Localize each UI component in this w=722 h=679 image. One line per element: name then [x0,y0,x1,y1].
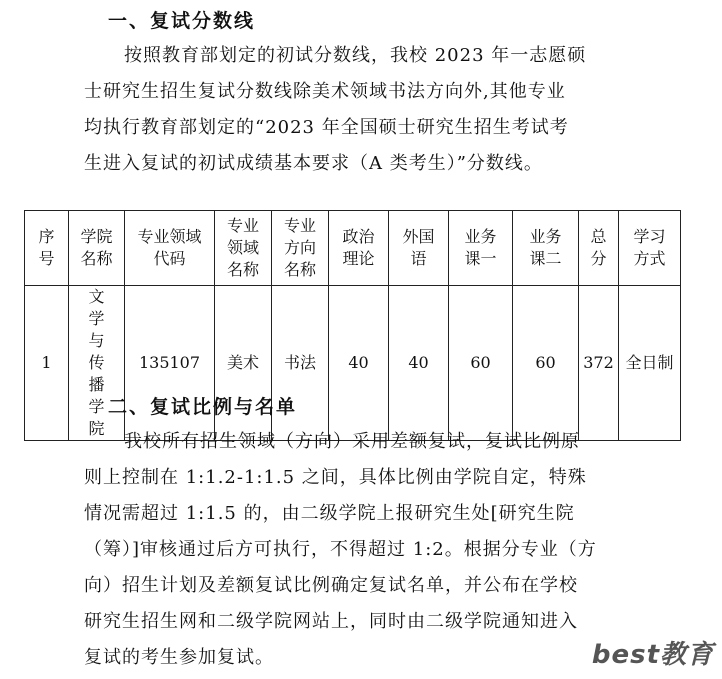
cell-seq: 1 [25,286,69,441]
paragraph-line: 我校所有招生领域（方向）采用差额复试，复试比例原 [124,431,580,452]
header-politics: 政治理论 [329,211,389,286]
header-direction-name: 专业方向名称 [272,211,329,286]
paragraph-line: 则上控制在 1:1.2-1:1.5 之间，具体比例由学院自定，特殊 [84,467,587,488]
cell-field-code: 135107 [125,286,215,441]
header-seq: 序号 [25,211,69,286]
section-1-paragraph [84,38,644,182]
paragraph-line: 复试的考生参加复试。 [84,647,274,668]
paragraph-line: 按照教育部划定的初试分数线，我校 2023 年一志愿硕 [124,45,587,66]
header-total: 总分 [579,211,619,286]
header-field-code: 专业领域代码 [125,211,215,286]
cell-college: 文学与传播学院 [69,286,125,441]
watermark-logo: best教育 [591,640,714,670]
header-college: 学院名称 [69,211,125,286]
cell-course-2: 60 [513,286,579,441]
paragraph-line: 生进入复试的初试成绩基本要求（A 类考生）”分数线。 [84,153,543,174]
cell-politics: 40 [329,286,389,441]
cell-study-mode: 全日制 [619,286,681,441]
cell-foreign-language: 40 [389,286,449,441]
cell-course-1: 60 [449,286,513,441]
header-course-1: 业务课一 [449,211,513,286]
paragraph-line: 情况需超过 1:1.5 的，由二级学院上报研究生处[研究生院 [84,503,575,524]
header-study-mode: 学习方式 [619,211,681,286]
header-foreign-language: 外国语 [389,211,449,286]
paragraph-line: 研究生招生网和二级学院网站上，同时由二级学院通知进入 [84,611,578,632]
paragraph-line: 士研究生招生复试分数线除美术领域书法方向外,其他专业 [84,81,566,102]
cell-direction-name: 书法 [272,286,329,441]
header-field-name: 专业领域名称 [215,211,272,286]
cell-total: 372 [579,286,619,441]
header-course-2: 业务课二 [513,211,579,286]
section-1-title: 一、复试分数线 [108,10,256,32]
section-2-title: 二、复试比例与名单 [108,396,298,418]
paragraph-line: （筹）]审核通过后方可执行，不得超过 1:2。根据分专业（方 [84,539,597,560]
paragraph-line: 向）招生计划及差额复试比例确定复试名单，并公布在学校 [84,575,578,596]
table-header-row [25,211,681,286]
paragraph-line: 均执行教育部划定的“2023 年全国硕士研究生招生考试考 [84,117,569,138]
cell-field-name: 美术 [215,286,272,441]
section-2-paragraph [84,424,644,676]
